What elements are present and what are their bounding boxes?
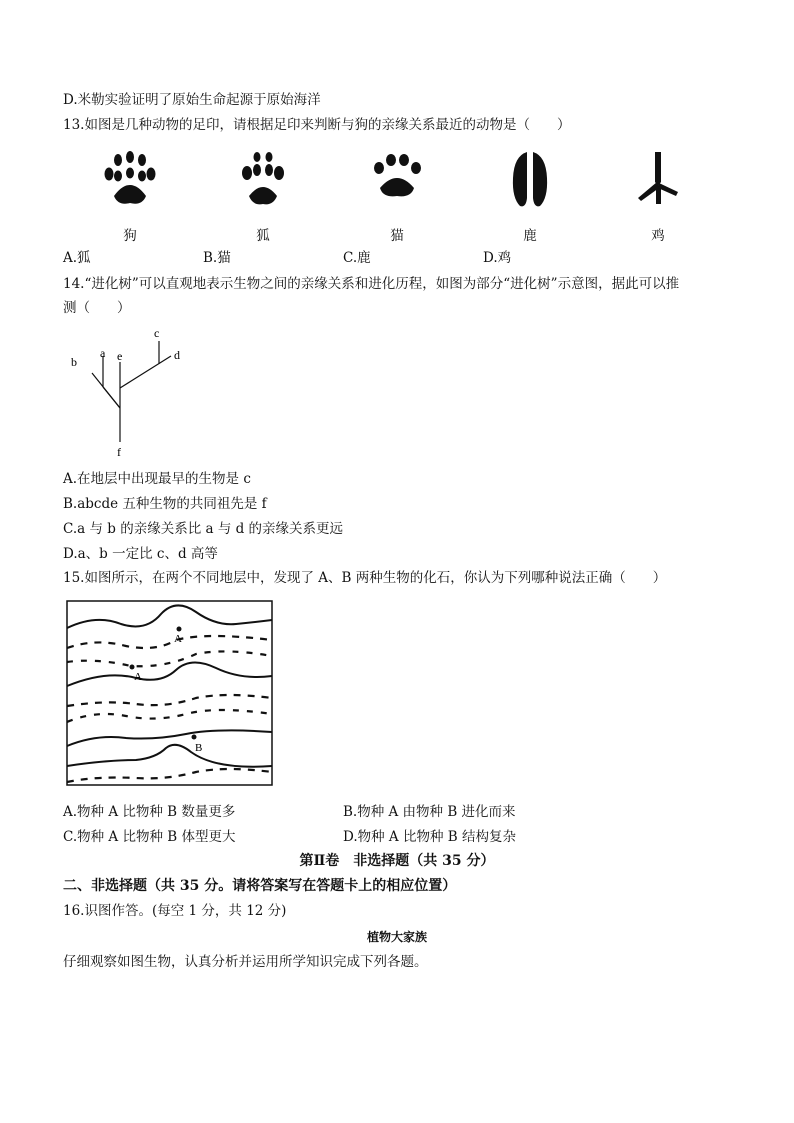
q14-option-b: B.abcde 五种生物的共同祖先是 f (63, 496, 267, 512)
cat-pawprint-icon (367, 148, 427, 210)
fossil-label-a-lower: A (134, 671, 142, 683)
q16-subtitle: 植物大家族 (366, 930, 427, 944)
q13-stem: 13.如图是几种动物的足印，请根据足印来判断与狗的亲缘关系最近的动物是（ ） (63, 117, 571, 133)
print-label-fox: 狐 (256, 228, 270, 244)
print-label-cat: 猫 (390, 228, 404, 244)
q13-option-d: D.鸡 (483, 250, 512, 266)
q12-option-d: D.米勒实验证明了原始生命起源于原始海洋 (63, 92, 321, 108)
print-label-deer: 鹿 (523, 228, 537, 244)
tree-label-c: c (154, 326, 160, 340)
q14-stem-line2: 测（ ） (63, 300, 131, 316)
deer-hoofprint-icon (500, 148, 560, 210)
dog-pawprint-icon (100, 148, 160, 210)
q16-stem: 16.识图作答。(每空 1 分，共 12 分) (63, 903, 287, 919)
rock-strata-diagram (66, 600, 273, 786)
q15-option-a: A.物种 A 比物种 B 数量更多 (63, 804, 236, 820)
q14-stem-line1: 14.“进化树”可以直观地表示生物之间的亲缘关系和进化历程，如图为部分“进化树”示意图，据此可以推 (63, 276, 680, 292)
q15-option-c: C.物种 A 比物种 B 体型更大 (63, 829, 236, 845)
q16-intro: 仔细观察如图生物，认真分析并运用所学知识完成下列各题。 (63, 954, 428, 970)
q15-option-b: B.物种 A 由物种 B 进化而来 (343, 804, 516, 820)
q14-option-a: A.在地层中出现最早的生物是 c (63, 471, 251, 487)
chicken-footprint-icon (628, 148, 688, 210)
section2-title: 第Ⅱ卷 非选择题（共 35 分） (299, 853, 495, 869)
print-label-dog: 狗 (123, 228, 137, 244)
q13-option-c: C.鹿 (343, 250, 371, 266)
fossil-label-a-upper: A (174, 633, 182, 645)
tree-label-a: a (100, 346, 106, 360)
tree-label-d: d (174, 348, 180, 362)
fossil-label-b: B (195, 742, 203, 754)
q13-option-a: A.狐 (63, 250, 91, 266)
evolution-tree-diagram (63, 324, 203, 460)
q15-option-d: D.物种 A 比物种 B 结构复杂 (343, 829, 516, 845)
q13-option-b: B.猫 (203, 250, 231, 266)
tree-label-f: f (117, 445, 121, 459)
tree-label-e: e (117, 349, 123, 363)
tree-label-b: b (71, 355, 77, 369)
q14-option-d: D.a、b 一定比 c、d 高等 (63, 546, 218, 562)
q15-stem: 15.如图所示，在两个不同地层中，发现了 A、B 两种生物的化石，你认为下列哪种说法正确（ ） (63, 570, 667, 586)
print-label-chicken: 鸡 (651, 228, 665, 244)
section2-heading: 二、非选择题（共 35 分。请将答案写在答题卡上的相应位置） (63, 878, 457, 894)
q14-option-c: C.a 与 b 的亲缘关系比 a 与 d 的亲缘关系更远 (63, 521, 344, 537)
fox-pawprint-icon (233, 148, 293, 210)
